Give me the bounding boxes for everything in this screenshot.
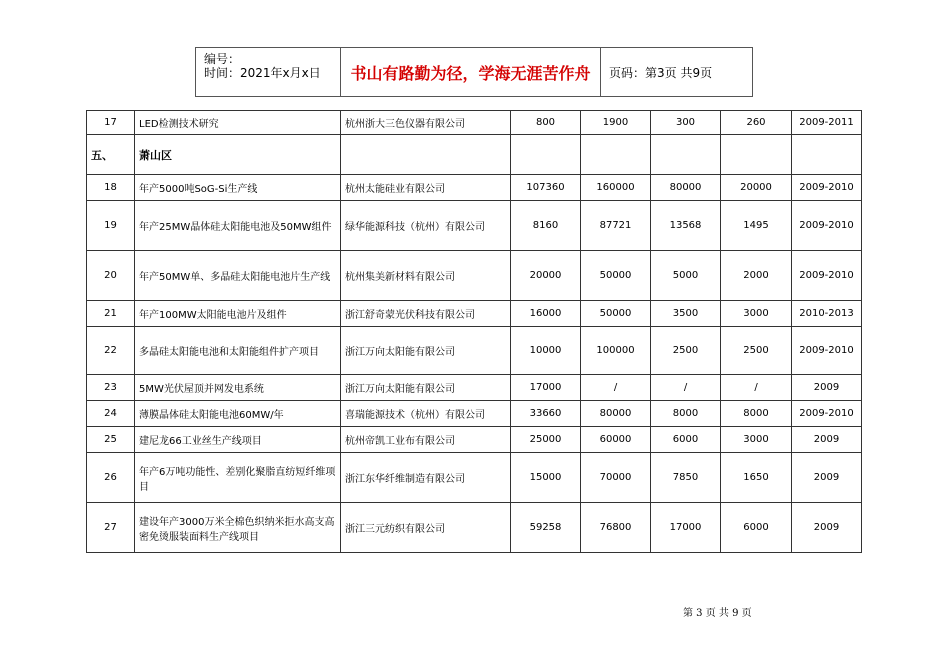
cell-project-name: 多晶硅太阳能电池和太阳能组件扩产项目 <box>135 327 341 375</box>
cell-company: 浙江万向太阳能有限公司 <box>341 375 511 401</box>
cell-tax: 260 <box>721 111 792 135</box>
cell-tax: 6000 <box>721 503 792 553</box>
cell-company: 绿华能源科技（杭州）有限公司 <box>341 201 511 251</box>
cell-tax: 8000 <box>721 401 792 427</box>
table-row <box>87 327 862 375</box>
cell-period: 2009-2010 <box>792 175 862 201</box>
table-row <box>87 201 862 251</box>
cell-number: 25 <box>87 427 135 453</box>
table-row <box>87 401 862 427</box>
cell-tax: 1495 <box>721 201 792 251</box>
cell-number: 22 <box>87 327 135 375</box>
cell-tax: 1650 <box>721 453 792 503</box>
cell-output-value: 80000 <box>581 401 651 427</box>
cell-company: 浙江万向太阳能有限公司 <box>341 327 511 375</box>
cell-period: 2009-2011 <box>792 111 862 135</box>
cell-period: 2009-2010 <box>792 401 862 427</box>
cell-tax: 3000 <box>721 301 792 327</box>
cell-project-name: 年产100MW太阳能电池片及组件 <box>135 301 341 327</box>
cell-total-investment: 20000 <box>511 251 581 301</box>
cell-project-name: 5MW光伏屋顶并网发电系统 <box>135 375 341 401</box>
empty-cell <box>341 135 511 175</box>
cell-period: 2009-2010 <box>792 251 862 301</box>
table-row <box>87 251 862 301</box>
table-row <box>87 453 862 503</box>
table-row <box>87 175 862 201</box>
cell-total-investment: 15000 <box>511 453 581 503</box>
cell-period: 2010-2013 <box>792 301 862 327</box>
cell-profit: 80000 <box>651 175 721 201</box>
cell-profit: 7850 <box>651 453 721 503</box>
project-table <box>86 110 862 553</box>
cell-number: 27 <box>87 503 135 553</box>
cell-output-value: 76800 <box>581 503 651 553</box>
cell-period: 2009 <box>792 375 862 401</box>
cell-profit: 17000 <box>651 503 721 553</box>
cell-number: 17 <box>87 111 135 135</box>
table-row <box>87 111 862 135</box>
page-footer: 第 3 页 共 9 页 <box>683 608 752 619</box>
serial-label: 编号： <box>204 52 241 66</box>
cell-tax: 20000 <box>721 175 792 201</box>
cell-output-value: 50000 <box>581 251 651 301</box>
table-row <box>87 301 862 327</box>
section-row <box>87 135 862 175</box>
cell-project-name: 年产6万吨功能性、差别化聚脂直纺短纤维项目 <box>135 453 341 503</box>
cell-number: 19 <box>87 201 135 251</box>
cell-profit: 13568 <box>651 201 721 251</box>
header-page-code: 页码：第3页 共9页 <box>609 65 713 80</box>
section-title: 萧山区 <box>135 135 341 175</box>
cell-profit: 3500 <box>651 301 721 327</box>
table-row <box>87 503 862 553</box>
cell-company: 杭州帝凯工业布有限公司 <box>341 427 511 453</box>
cell-output-value: 100000 <box>581 327 651 375</box>
cell-company: 浙江三元纺织有限公司 <box>341 503 511 553</box>
cell-company: 杭州集美新材料有限公司 <box>341 251 511 301</box>
cell-total-investment: 107360 <box>511 175 581 201</box>
cell-total-investment: 8160 <box>511 201 581 251</box>
cell-company: 杭州浙大三色仪器有限公司 <box>341 111 511 135</box>
cell-project-name: 年产50MW单、多晶硅太阳能电池片生产线 <box>135 251 341 301</box>
cell-period: 2009 <box>792 503 862 553</box>
table-row <box>87 375 862 401</box>
cell-number: 23 <box>87 375 135 401</box>
cell-company: 浙江舒奇蒙光伏科技有限公司 <box>341 301 511 327</box>
table-body <box>87 111 862 553</box>
cell-profit: 5000 <box>651 251 721 301</box>
table-row <box>87 427 862 453</box>
cell-tax: / <box>721 375 792 401</box>
cell-total-investment: 17000 <box>511 375 581 401</box>
cell-period: 2009 <box>792 453 862 503</box>
empty-cell <box>792 135 862 175</box>
cell-period: 2009-2010 <box>792 201 862 251</box>
empty-cell <box>651 135 721 175</box>
cell-output-value: 60000 <box>581 427 651 453</box>
cell-project-name: 薄膜晶体硅太阳能电池60MW/年 <box>135 401 341 427</box>
cell-number: 18 <box>87 175 135 201</box>
time-label: 时间：2021年x月x日 <box>204 66 321 80</box>
cell-period: 2009 <box>792 427 862 453</box>
header-meta <box>196 48 341 96</box>
cell-output-value: 50000 <box>581 301 651 327</box>
cell-number: 26 <box>87 453 135 503</box>
cell-number: 20 <box>87 251 135 301</box>
cell-project-name: 年产25MW晶体硅太阳能电池及50MW组件 <box>135 201 341 251</box>
cell-total-investment: 25000 <box>511 427 581 453</box>
cell-project-name: 建尼龙66工业丝生产线项目 <box>135 427 341 453</box>
cell-output-value: 160000 <box>581 175 651 201</box>
cell-output-value: 70000 <box>581 453 651 503</box>
empty-cell <box>511 135 581 175</box>
cell-profit: 2500 <box>651 327 721 375</box>
cell-company: 杭州太能硅业有限公司 <box>341 175 511 201</box>
cell-output-value: 1900 <box>581 111 651 135</box>
cell-tax: 2000 <box>721 251 792 301</box>
cell-tax: 2500 <box>721 327 792 375</box>
cell-profit: / <box>651 375 721 401</box>
cell-project-name: LED检测技术研究 <box>135 111 341 135</box>
cell-company: 喜瑞能源技术（杭州）有限公司 <box>341 401 511 427</box>
cell-total-investment: 10000 <box>511 327 581 375</box>
cell-total-investment: 800 <box>511 111 581 135</box>
cell-project-name: 建设年产3000万米全棉色织纳米拒水高支高密免烫服装面料生产线项目 <box>135 503 341 553</box>
empty-cell <box>721 135 792 175</box>
cell-project-name: 年产5000吨SoG-Si生产线 <box>135 175 341 201</box>
header-motto: 书山有路勤为径，学海无涯苦作舟 <box>341 48 601 96</box>
cell-total-investment: 16000 <box>511 301 581 327</box>
cell-company: 浙江东华纤维制造有限公司 <box>341 453 511 503</box>
page-header <box>195 47 753 97</box>
cell-tax: 3000 <box>721 427 792 453</box>
cell-period: 2009-2010 <box>792 327 862 375</box>
cell-number: 24 <box>87 401 135 427</box>
cell-profit: 300 <box>651 111 721 135</box>
cell-output-value: / <box>581 375 651 401</box>
cell-profit: 8000 <box>651 401 721 427</box>
cell-profit: 6000 <box>651 427 721 453</box>
cell-total-investment: 33660 <box>511 401 581 427</box>
cell-total-investment: 59258 <box>511 503 581 553</box>
section-number: 五、 <box>87 135 135 175</box>
cell-output-value: 87721 <box>581 201 651 251</box>
cell-number: 21 <box>87 301 135 327</box>
empty-cell <box>581 135 651 175</box>
